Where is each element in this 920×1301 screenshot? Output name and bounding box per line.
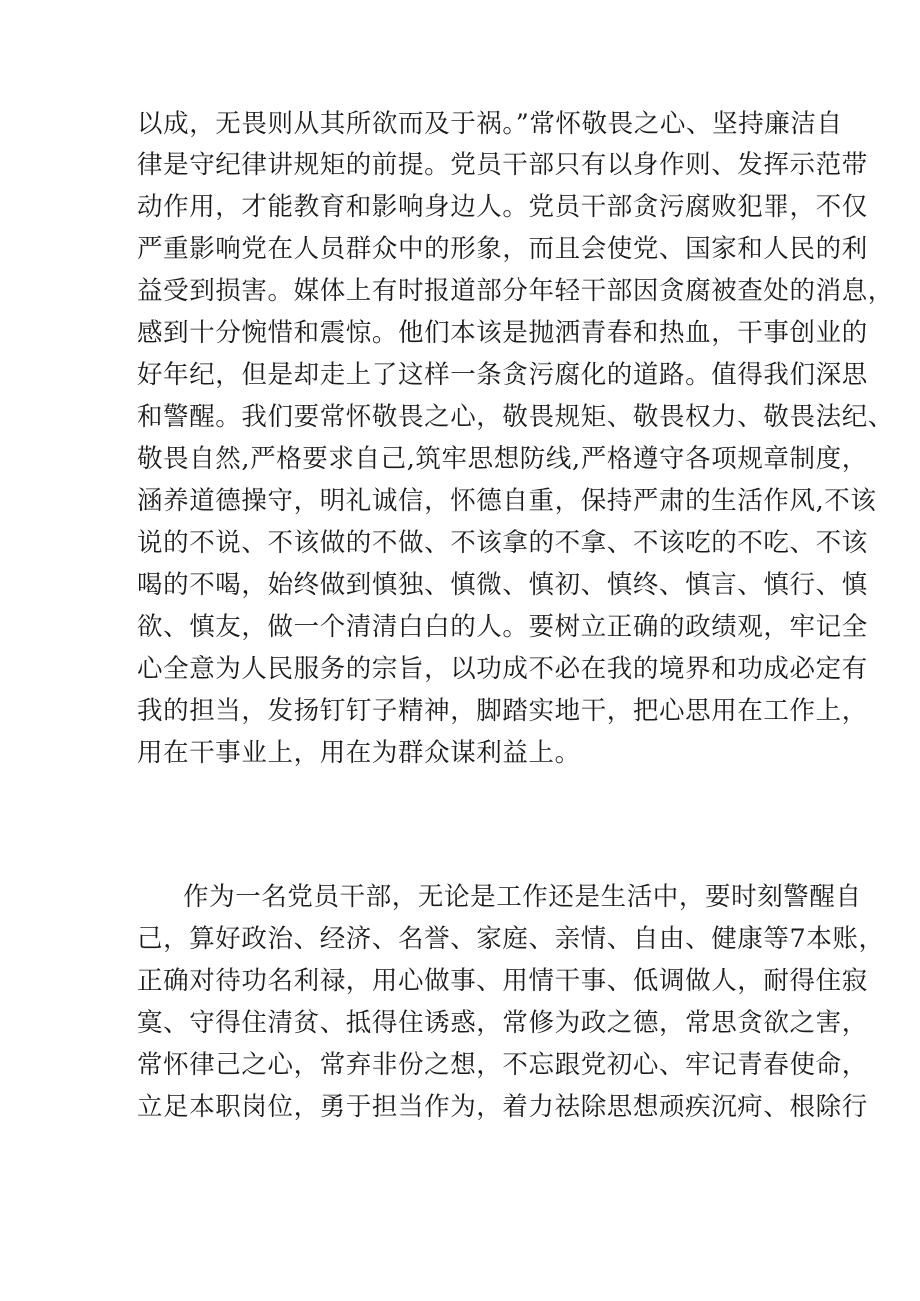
text-line: 益受到损害。媒体上有时报道部分年轻干部因贪腐被查处的消息， xyxy=(137,276,894,306)
text-line: 心全意为人民服务的宗旨，以功成不必在我的境界和功成必定有 xyxy=(137,654,868,684)
text-line: 敬畏自然,严格要求自己,筑牢思想防线,严格遵守各项规章制度， xyxy=(137,444,868,474)
text-line: 感到十分惋惜和震惊。他们本该是抛洒青春和热血，干事创业的 xyxy=(137,318,868,348)
text-line: 好年纪，但是却走上了这样一条贪污腐化的道路。值得我们深思 xyxy=(137,360,868,390)
text-line: 寞、守得住清贫、抵得住诱惑，常修为政之德，常思贪欲之害， xyxy=(137,1008,868,1038)
text-line: 严重影响党在人员群众中的形象，而且会使党、国家和人民的利 xyxy=(137,234,868,264)
text-line: 常怀律己之心，常弃非份之想，不忘跟党初心、牢记青春使命， xyxy=(137,1050,868,1080)
text-line: 立足本职岗位，勇于担当作为，着力祛除思想顽疾沉疴、根除行 xyxy=(137,1092,868,1122)
text-line: 我的担当，发扬钉钉子精神，脚踏实地干，把心思用在工作上， xyxy=(137,696,868,726)
text-line: 喝的不喝，始终做到慎独、慎微、慎初、慎终、慎言、慎行、慎 xyxy=(137,570,868,600)
text-line: 用在干事业上，用在为群众谋利益上。 xyxy=(137,738,581,768)
text-line: 欲、慎友，做一个清清白白的人。要树立正确的政绩观，牢记全 xyxy=(137,612,868,642)
text-line: 己，算好政治、经济、名誉、家庭、亲情、自由、健康等7本账， xyxy=(137,924,885,954)
text-line: 动作用，才能教育和影响身边人。党员干部贪污腐败犯罪，不仅 xyxy=(137,192,868,222)
text-line: 和警醒。我们要常怀敬畏之心，敬畏规矩、敬畏权力、敬畏法纪、 xyxy=(137,402,894,432)
text-line: 律是守纪律讲规矩的前提。党员干部只有以身作则、发挥示范带 xyxy=(137,150,868,180)
text-line: 涵养道德操守，明礼诚信，怀德自重，保持严肃的生活作风,不该 xyxy=(137,486,877,516)
text-line: 作为一名党员干部，无论是工作还是生活中，要时刻警醒自 xyxy=(183,882,862,912)
text-line: 说的不说、不该做的不做、不该拿的不拿、不该吃的不吃、不该 xyxy=(137,528,868,558)
text-line: 正确对待功名利禄，用心做事、用情干事、低调做人，耐得住寂 xyxy=(137,966,868,996)
text-line: 以成，无畏则从其所欲而及于祸。”常怀敬畏之心、坚持廉洁自 xyxy=(137,109,843,139)
